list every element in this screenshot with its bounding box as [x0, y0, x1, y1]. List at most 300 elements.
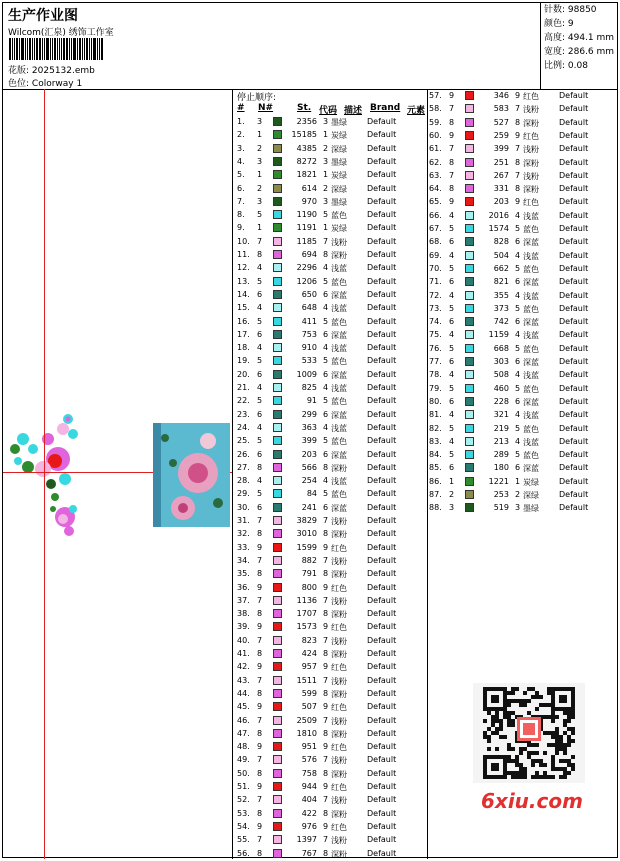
row-needle: 1 [257, 130, 263, 140]
row-index: 82. [429, 423, 442, 433]
design-scale: 比例: 0.08 [544, 61, 588, 71]
row-description: 浅蓝 [523, 251, 539, 261]
row-needle: 9 [257, 542, 263, 552]
row-stitches: 504 [493, 250, 509, 260]
row-stitches: 8272 [296, 156, 317, 166]
row-brand: Default [559, 317, 589, 327]
row-stitches: 508 [493, 370, 509, 380]
row-brand: Default [367, 609, 397, 619]
row-stitches: 1009 [296, 369, 317, 379]
table-row [429, 369, 619, 382]
row-code: 6 [323, 449, 329, 459]
color-swatch [273, 370, 282, 379]
row-index: 51. [237, 782, 250, 791]
design-width: 宽度: 286.6 mm [544, 47, 615, 57]
table-row [237, 515, 427, 528]
row-description: 墨绿 [331, 197, 347, 207]
row-index: 60. [429, 130, 442, 140]
table-row [237, 715, 427, 728]
row-code: 5 [323, 396, 329, 406]
row-code: 6 [515, 277, 521, 287]
row-brand: Default [559, 157, 589, 167]
row-index: 43. [237, 675, 250, 685]
row-index: 7. [237, 196, 245, 206]
row-needle: 7 [257, 595, 263, 605]
col-header-element: 元素 [407, 106, 426, 116]
color-swatch [465, 450, 474, 459]
color-swatch [273, 130, 282, 139]
color-swatch [465, 104, 474, 113]
row-index: 69. [429, 250, 442, 260]
row-description: 深蓝 [331, 290, 347, 300]
table-row [429, 236, 619, 249]
page-title: 生产作业图 [8, 8, 78, 24]
row-brand: Default [559, 130, 589, 140]
row-description: 深粉 [331, 769, 347, 779]
row-stitches: 1185 [296, 236, 317, 246]
row-brand: Default [367, 675, 397, 685]
row-code: 6 [515, 237, 521, 247]
table-row [237, 435, 427, 448]
row-stitches: 241 [301, 502, 317, 512]
row-needle: 2 [257, 183, 263, 193]
table-row [237, 342, 427, 355]
row-index: 59. [429, 117, 442, 127]
row-code: 8 [515, 157, 521, 167]
row-description: 深粉 [331, 251, 347, 260]
row-index: 3. [237, 143, 245, 153]
row-needle: 4 [257, 303, 263, 313]
color-swatch [465, 197, 474, 206]
color-swatch [273, 543, 282, 552]
row-code: 4 [515, 370, 521, 380]
color-swatch [465, 330, 474, 339]
color-swatch [273, 343, 282, 352]
row-stitches: 399 [493, 144, 509, 154]
table-row [237, 129, 427, 142]
color-swatch [273, 117, 282, 126]
row-needle: 1 [449, 476, 455, 486]
row-description: 浅蓝 [523, 211, 539, 221]
row-stitches: 259 [493, 130, 509, 140]
row-index: 39. [237, 622, 250, 632]
row-code: 7 [515, 170, 521, 180]
color-swatch [273, 410, 282, 419]
row-brand: Default [367, 489, 397, 499]
row-code: 7 [323, 595, 329, 605]
row-index: 85. [429, 463, 442, 473]
table-row [429, 157, 619, 170]
row-index: 52. [237, 795, 250, 805]
color-swatch [273, 250, 282, 259]
row-needle: 5 [449, 343, 455, 353]
row-index: 24. [237, 422, 250, 432]
row-code: 8 [323, 649, 329, 658]
row-code: 1 [323, 170, 329, 180]
row-code: 9 [323, 782, 329, 791]
table-row [237, 848, 427, 861]
row-needle: 4 [449, 436, 455, 446]
color-swatch [273, 489, 282, 498]
row-code: 9 [323, 742, 329, 752]
color-swatch [273, 556, 282, 565]
row-index: 74. [429, 317, 442, 327]
color-swatch [465, 91, 474, 100]
row-code: 8 [515, 184, 521, 194]
row-description: 浅蓝 [331, 477, 347, 487]
row-brand: Default [367, 183, 397, 193]
row-stitches: 527 [493, 117, 509, 127]
color-swatch [273, 144, 282, 153]
table-row [429, 183, 619, 196]
table-row [237, 568, 427, 581]
row-index: 66. [429, 210, 442, 220]
row-brand: Default [367, 250, 397, 259]
color-swatch [465, 317, 474, 326]
row-index: 56. [237, 848, 250, 858]
color-swatch [273, 237, 282, 246]
color-swatch [273, 423, 282, 432]
design-field [8, 63, 95, 76]
row-index: 5. [237, 170, 245, 180]
row-description: 炭绿 [523, 477, 539, 487]
row-index: 55. [237, 835, 250, 845]
table-row [237, 209, 427, 222]
row-needle: 6 [257, 289, 263, 299]
row-description: 蓝色 [331, 397, 347, 407]
row-needle: 5 [257, 276, 263, 286]
row-index: 49. [237, 755, 250, 765]
row-needle: 9 [257, 622, 263, 632]
table-row [237, 728, 427, 741]
row-index: 41. [237, 649, 250, 658]
color-swatch [465, 171, 474, 180]
row-index: 4. [237, 156, 245, 166]
color-swatch [273, 210, 282, 219]
row-needle: 8 [257, 848, 263, 858]
row-description: 蓝色 [331, 277, 347, 287]
row-code: 5 [323, 356, 329, 366]
table-row [429, 356, 619, 369]
stop-sequence-title: 停止顺序: [237, 93, 277, 103]
table-row [237, 236, 427, 249]
table-row [237, 143, 427, 156]
row-stitches: 84 [306, 489, 317, 499]
row-description: 深蓝 [331, 370, 347, 380]
row-brand: Default [367, 662, 397, 672]
row-stitches: 404 [301, 795, 317, 805]
row-stitches: 1136 [296, 595, 317, 605]
color-swatch [465, 264, 474, 273]
colorway-label: 色位: [8, 79, 30, 89]
row-brand: Default [559, 210, 589, 220]
row-index: 75. [429, 330, 442, 340]
row-stitches: 742 [493, 317, 509, 327]
row-stitches: 1397 [296, 835, 317, 845]
row-stitches: 944 [301, 782, 317, 791]
color-swatch [273, 569, 282, 578]
color-swatch [273, 184, 282, 193]
row-stitches: 882 [301, 555, 317, 565]
table-row [429, 117, 619, 130]
row-brand: Default [367, 449, 397, 459]
row-index: 78. [429, 370, 442, 380]
row-index: 19. [237, 356, 250, 366]
row-stitches: 411 [301, 316, 317, 326]
row-description: 浅粉 [331, 716, 347, 726]
table-row [429, 143, 619, 156]
row-description: 红色 [523, 198, 539, 208]
row-brand: Default [559, 476, 589, 486]
color-swatch [273, 516, 282, 525]
table-row [237, 648, 427, 661]
row-stitches: 3829 [296, 516, 317, 525]
table-row [237, 821, 427, 834]
table-row [429, 276, 619, 289]
color-swatch [273, 649, 282, 658]
row-code: 8 [323, 768, 329, 778]
row-brand: Default [367, 768, 397, 778]
color-swatch [465, 384, 474, 393]
color-count: 颜色: 9 [544, 19, 574, 29]
color-swatch [465, 490, 474, 499]
row-stitches: 1574 [488, 224, 509, 233]
row-code: 9 [323, 622, 329, 632]
table-row [429, 329, 619, 342]
row-needle: 7 [257, 555, 263, 565]
row-index: 13. [237, 276, 250, 286]
row-needle: 6 [257, 502, 263, 512]
row-brand: Default [367, 289, 397, 299]
color-swatch [465, 437, 474, 446]
row-description: 深绿 [331, 184, 347, 194]
row-description: 炭绿 [331, 171, 347, 181]
table-row [237, 222, 427, 235]
row-description: 浅蓝 [331, 384, 347, 393]
table-row [237, 329, 427, 342]
row-stitches: 576 [301, 755, 317, 765]
row-description: 墨绿 [331, 118, 347, 127]
row-index: 70. [429, 263, 442, 273]
color-swatch [465, 344, 474, 353]
color-swatch [465, 424, 474, 433]
row-index: 2. [237, 130, 245, 140]
row-stitches: 1599 [296, 542, 317, 552]
row-needle: 8 [449, 157, 455, 167]
row-needle: 9 [257, 662, 263, 672]
colorway-value: Colorway 1 [31, 79, 83, 89]
row-code: 5 [515, 224, 521, 233]
table-row [237, 661, 427, 674]
row-description: 红色 [523, 131, 539, 141]
col-header-desc: 描述 [344, 106, 363, 116]
table-row [237, 276, 427, 289]
row-index: 40. [237, 635, 250, 645]
row-index: 38. [237, 609, 250, 619]
row-description: 深粉 [331, 849, 347, 859]
row-description: 蓝色 [331, 437, 347, 447]
row-needle: 5 [449, 263, 455, 273]
row-code: 4 [323, 303, 329, 313]
row-brand: Default [559, 224, 589, 233]
table-row [429, 103, 619, 116]
row-description: 深蓝 [331, 503, 347, 513]
color-swatch [273, 769, 282, 778]
color-swatch [465, 251, 474, 260]
row-index: 21. [237, 383, 250, 392]
row-needle: 9 [257, 702, 263, 712]
row-stitches: 662 [493, 263, 509, 273]
table-row [237, 595, 427, 608]
color-swatch [273, 662, 282, 671]
row-description: 深绿 [523, 491, 539, 500]
row-needle: 5 [449, 450, 455, 460]
row-needle: 8 [257, 688, 263, 698]
row-code: 6 [515, 396, 521, 406]
color-swatch [273, 809, 282, 818]
row-needle: 9 [449, 91, 455, 100]
row-code: 9 [323, 821, 329, 831]
row-description: 深粉 [331, 463, 347, 473]
row-needle: 9 [257, 582, 263, 592]
row-needle: 7 [449, 144, 455, 154]
row-needle: 8 [257, 569, 263, 579]
row-code: 8 [323, 250, 329, 259]
row-brand: Default [367, 143, 397, 153]
row-index: 62. [429, 157, 442, 167]
color-swatch [273, 450, 282, 459]
color-swatch [273, 303, 282, 312]
row-brand: Default [559, 490, 589, 499]
row-code: 7 [515, 144, 521, 154]
watermark-site: 6xiu.com [481, 789, 583, 813]
table-row [237, 183, 427, 196]
color-swatch [273, 849, 282, 858]
row-needle: 8 [257, 462, 263, 472]
row-code: 5 [515, 343, 521, 353]
table-row [429, 303, 619, 316]
row-needle: 7 [257, 236, 263, 246]
color-swatch [273, 223, 282, 232]
row-description: 浅粉 [523, 145, 539, 155]
row-description: 红色 [331, 663, 347, 673]
row-code: 8 [323, 808, 329, 818]
row-brand: Default [367, 236, 397, 246]
row-index: 86. [429, 476, 442, 486]
row-stitches: 228 [493, 396, 509, 406]
table-row [237, 262, 427, 275]
color-swatch [465, 304, 474, 313]
row-needle: 7 [449, 104, 455, 114]
row-needle: 7 [257, 516, 263, 525]
row-needle: 5 [257, 316, 263, 326]
row-description: 蓝色 [523, 384, 539, 394]
color-swatch [273, 729, 282, 738]
row-stitches: 753 [301, 329, 317, 339]
row-brand: Default [367, 502, 397, 512]
row-needle: 4 [257, 476, 263, 486]
row-index: 54. [237, 821, 250, 831]
row-brand: Default [367, 316, 397, 326]
row-code: 4 [323, 422, 329, 432]
row-brand: Default [367, 595, 397, 605]
row-brand: Default [367, 117, 397, 126]
row-needle: 4 [449, 330, 455, 340]
center-vertical-line [44, 89, 45, 859]
row-description: 深粉 [331, 570, 347, 580]
row-code: 5 [323, 489, 329, 499]
row-stitches: 823 [301, 635, 317, 645]
row-brand: Default [367, 476, 397, 486]
color-swatch [273, 290, 282, 299]
row-description: 深粉 [331, 729, 347, 739]
row-stitches: 3010 [296, 529, 317, 539]
row-brand: Default [367, 516, 397, 525]
row-stitches: 1159 [488, 330, 509, 340]
row-code: 6 [323, 409, 329, 419]
row-brand: Default [559, 357, 589, 366]
color-swatch [273, 702, 282, 711]
table-row [237, 289, 427, 302]
color-swatch [465, 131, 474, 140]
qr-code-image [473, 683, 585, 783]
table-row [237, 249, 427, 262]
row-brand: Default [559, 303, 589, 313]
row-description: 浅蓝 [331, 264, 347, 274]
color-swatch [273, 463, 282, 472]
row-index: 50. [237, 768, 250, 778]
row-stitches: 15185 [291, 130, 317, 140]
row-index: 81. [429, 410, 442, 420]
row-needle: 3 [257, 196, 263, 206]
row-stitches: 668 [493, 343, 509, 353]
row-description: 浅粉 [331, 596, 347, 606]
row-code: 4 [323, 343, 329, 353]
row-description: 浅蓝 [523, 331, 539, 341]
row-description: 浅粉 [331, 756, 347, 766]
row-brand: Default [367, 196, 397, 206]
row-code: 6 [323, 502, 329, 512]
col-header-index: # [237, 103, 245, 113]
row-index: 18. [237, 343, 250, 353]
row-stitches: 507 [301, 702, 317, 712]
row-code: 6 [515, 317, 521, 327]
row-description: 浅粉 [331, 237, 347, 247]
row-description: 深粉 [331, 610, 347, 620]
row-stitches: 1206 [296, 276, 317, 286]
row-stitches: 289 [493, 450, 509, 460]
row-needle: 6 [449, 237, 455, 247]
color-swatch [273, 676, 282, 685]
color-swatch [465, 237, 474, 246]
row-code: 5 [323, 436, 329, 446]
color-swatch [465, 144, 474, 153]
row-brand: Default [367, 156, 397, 166]
row-needle: 5 [449, 423, 455, 433]
row-stitches: 951 [301, 742, 317, 752]
row-description: 蓝色 [523, 451, 539, 461]
row-index: 71. [429, 277, 442, 287]
row-stitches: 614 [301, 183, 317, 193]
row-stitches: 694 [301, 250, 317, 259]
row-description: 浅粉 [331, 836, 347, 846]
row-brand: Default [367, 276, 397, 286]
table-row [237, 169, 427, 182]
row-stitches: 267 [493, 170, 509, 180]
table-row [429, 130, 619, 143]
row-code: 6 [515, 357, 521, 366]
row-code: 3 [323, 117, 329, 126]
